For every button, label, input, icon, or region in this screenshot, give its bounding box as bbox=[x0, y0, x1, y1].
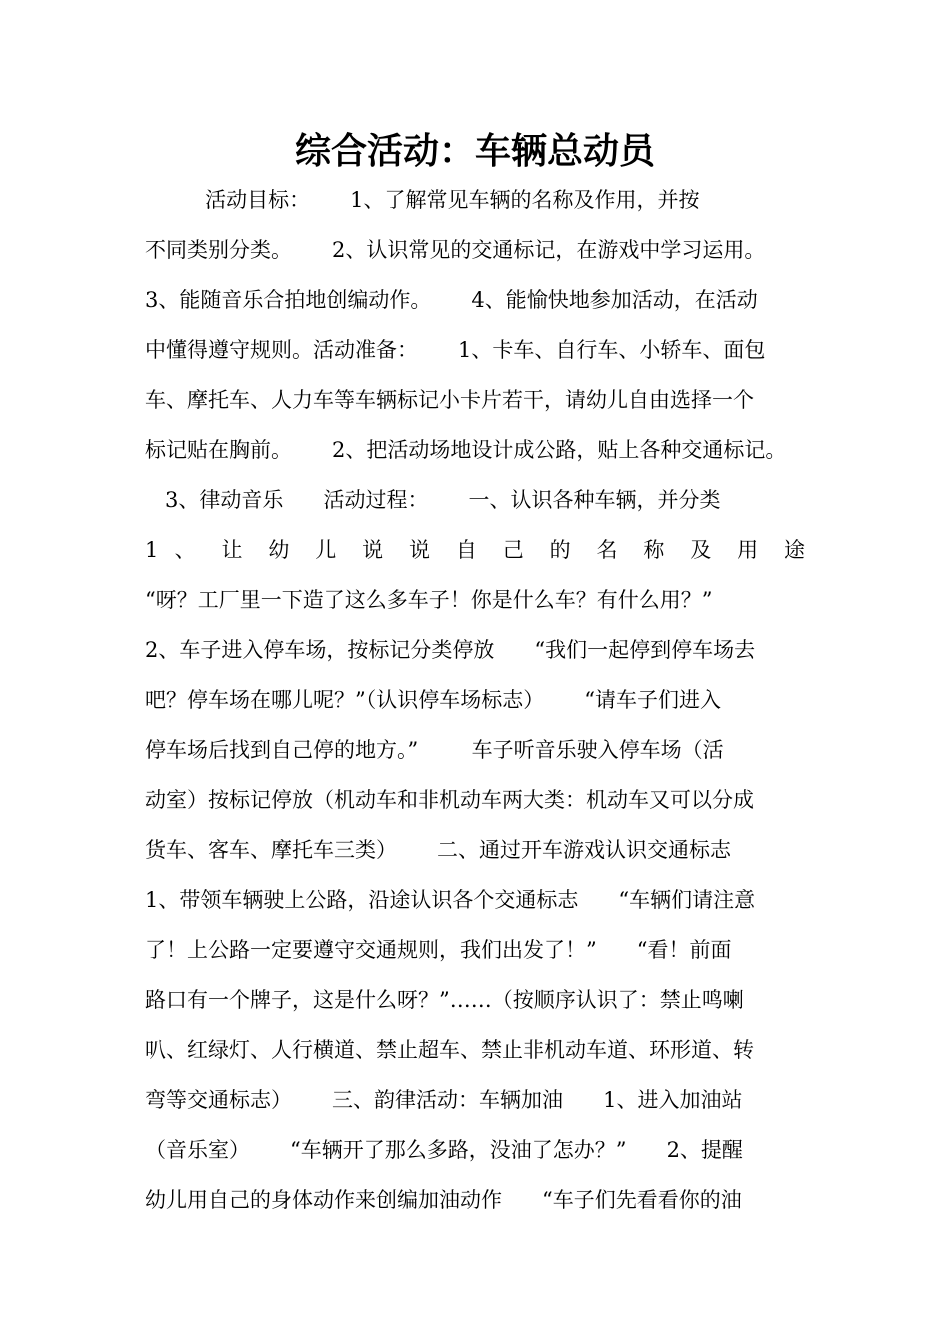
body-line-17: 路口有一个牌子，这是什么呀？”……（按顺序认识了：禁止鸣喇 bbox=[145, 988, 744, 1012]
body-line-15: 1、带领车辆驶上公路，沿途认识各个交通标志 “车辆们请注意 bbox=[145, 888, 756, 912]
body-line-18: 叭、红绿灯、人行横道、禁止超车、禁止非机动车道、环形道、转 bbox=[145, 1038, 754, 1062]
body-line-16: 了！上公路一定要遵守交通规则，我们出发了！” “看！前面 bbox=[145, 938, 732, 962]
body-line-4: 中懂得遵守规则。活动准备： 1、卡车、自行车、小轿车、面包 bbox=[145, 338, 766, 362]
body-line-1: 活动目标： 1、了解常见车辆的名称及作用，并按 bbox=[145, 188, 700, 212]
body-line-6: 标记贴在胸前。 2、把活动场地设计成公路，贴上各种交通标记。 bbox=[145, 438, 787, 462]
body-line-3: 3、能随音乐合拍地创编动作。 4、能愉快地参加活动，在活动 bbox=[145, 288, 758, 312]
body-line-5: 车、摩托车、人力车等车辆标记小卡片若干，请幼儿自由选择一个 bbox=[145, 388, 754, 412]
body-line-19: 弯等交通标志） 三、韵律活动：车辆加油 1、进入加油站 bbox=[145, 1088, 743, 1112]
body-line-8: 1 、 让 幼 儿 说 说 自 己 的 名 称 及 用 途 bbox=[145, 538, 805, 562]
body-line-12: 停车场后找到自己停的地方。” 车子听音乐驶入停车场（活 bbox=[145, 738, 724, 762]
body-line-2: 不同类别分类。 2、认识常见的交通标记，在游戏中学习运用。 bbox=[145, 238, 766, 262]
body-line-9: “呀？工厂里一下造了这么多车子！你是什么车？有什么用？” bbox=[145, 588, 713, 612]
body-line-11: 吧？停车场在哪儿呢？”（认识停车场标志） “请车子们进入 bbox=[145, 688, 722, 712]
body-line-7: 3、律动音乐 活动过程： 一、认识各种车辆，并分类 bbox=[145, 488, 721, 512]
body-line-21: 幼儿用自己的身体动作来创编加油动作 “车子们先看看你的油 bbox=[145, 1188, 742, 1212]
body-line-14: 货车、客车、摩托车三类） 二、通过开车游戏认识交通标志 bbox=[145, 838, 732, 862]
body-line-10: 2、车子进入停车场，按标记分类停放 “我们一起停到停车场去 bbox=[145, 638, 756, 662]
body-line-13: 动室）按标记停放（机动车和非机动车两大类：机动车又可以分成 bbox=[145, 788, 754, 812]
body-line-20: （音乐室） “车辆开了那么多路，没油了怎办？” 2、提醒 bbox=[145, 1138, 743, 1162]
document-title: 综合活动：车辆总动员 bbox=[294, 131, 655, 172]
